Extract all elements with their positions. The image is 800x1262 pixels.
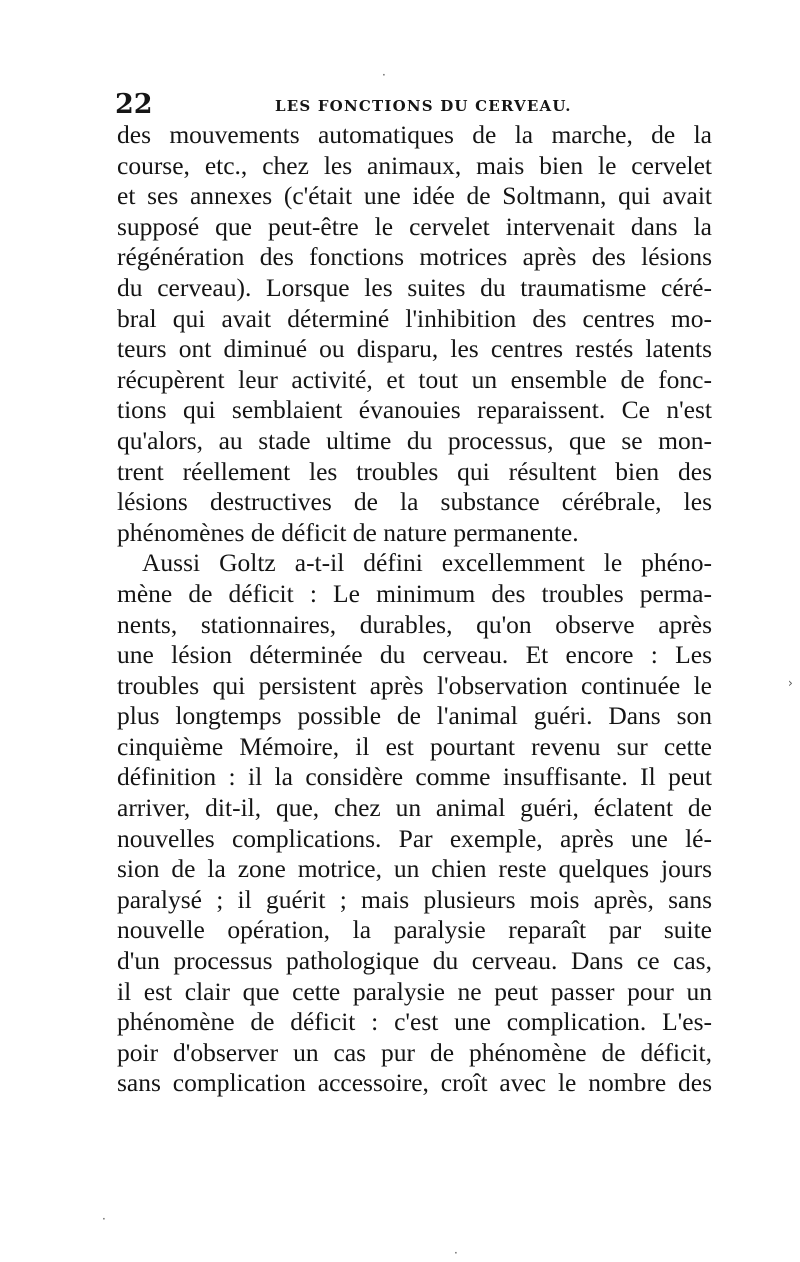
text-line: une lésion déterminée du cerveau. Et encore : Les: [117, 640, 712, 670]
text-line: mène de déficit : Le minimum des troubles perma-: [117, 578, 712, 608]
page-header: [115, 90, 715, 120]
text-line: et ses annexes (c'était une idée de Soltmann, qui avait: [117, 181, 712, 211]
scan-speck: ›: [788, 676, 793, 690]
text-line: poir d'observer un cas pur de phénomène de déficit,: [117, 1037, 712, 1067]
text-line: phénomène de déficit : c'est une complication. L'es-: [117, 1007, 712, 1037]
text-line: phénomènes de déficit de nature permanente.: [117, 517, 579, 547]
text-line: sion de la zone motrice, un chien reste quelques jours: [117, 854, 712, 884]
text-line: cinquième Mémoire, il est pourtant revenu sur cette: [117, 731, 712, 761]
text-line: d'un processus pathologique du cerveau. Dans ce cas,: [117, 946, 712, 976]
text-line: nents, stationnaires, durables, qu'on observe après: [117, 609, 712, 639]
text-line: récupèrent leur activité, et tout un ensemble de fonc-: [117, 364, 712, 394]
text-line: tions qui semblaient évanouies reparaissent. Ce n'est: [117, 395, 712, 425]
scan-speck: ·: [454, 1246, 458, 1260]
text-line: des mouvements automatiques de la marche, de la: [117, 120, 712, 149]
text-line: régénération des fonctions motrices après des lésions: [117, 242, 712, 272]
running-title: LES FONCTIONS DU CERVEAU.: [275, 97, 572, 115]
text-line: définition : il la considère comme insuffisante. Il peut: [117, 762, 712, 792]
paragraph-2: [117, 548, 712, 1099]
text-line: arriver, dit-il, que, chez un animal guéri, éclatent de: [117, 793, 712, 823]
text-line: trent réellement les troubles qui résultent bien des: [117, 456, 712, 486]
text-line: bral qui avait déterminé l'inhibition des centres mo-: [117, 303, 712, 333]
text-line: qu'alors, au stade ultime du processus, que se mon-: [117, 425, 712, 455]
text-line: lésions destructives de la substance cérébrale, les: [117, 487, 712, 517]
body-text: [117, 120, 712, 1099]
text-line: teurs ont diminué ou disparu, les centres restés latents: [117, 334, 712, 364]
scan-speck: ·: [102, 1212, 106, 1226]
text-line: plus longtemps possible de l'animal guéri. Dans son: [117, 701, 712, 731]
text-line: paralysé ; il guérit ; mais plusieurs mois après, sans: [117, 884, 712, 914]
page-number: 22: [115, 89, 153, 120]
text-line: nouvelle opération, la paralysie reparaît par suite: [117, 915, 712, 945]
text-line: troubles qui persistent après l'observation continuée le: [117, 670, 712, 700]
text-line: course, etc., chez les animaux, mais bien le cervelet: [117, 150, 712, 180]
text-line: supposé que peut-être le cervelet intervenait dans la: [117, 211, 712, 241]
paragraph-1: [117, 120, 712, 548]
text-line: nouvelles complications. Par exemple, après une lé-: [117, 823, 712, 853]
text-line: il est clair que cette paralysie ne peut passer pour un: [117, 976, 712, 1006]
scan-speck: ·: [382, 68, 386, 82]
text-line: sans complication accessoire, croît avec le nombre des: [117, 1068, 712, 1098]
text-line: Aussi Goltz a-t-il défini excellemment le phéno-: [142, 548, 712, 578]
text-line: du cerveau). Lorsque les suites du traumatisme céré-: [117, 272, 712, 302]
